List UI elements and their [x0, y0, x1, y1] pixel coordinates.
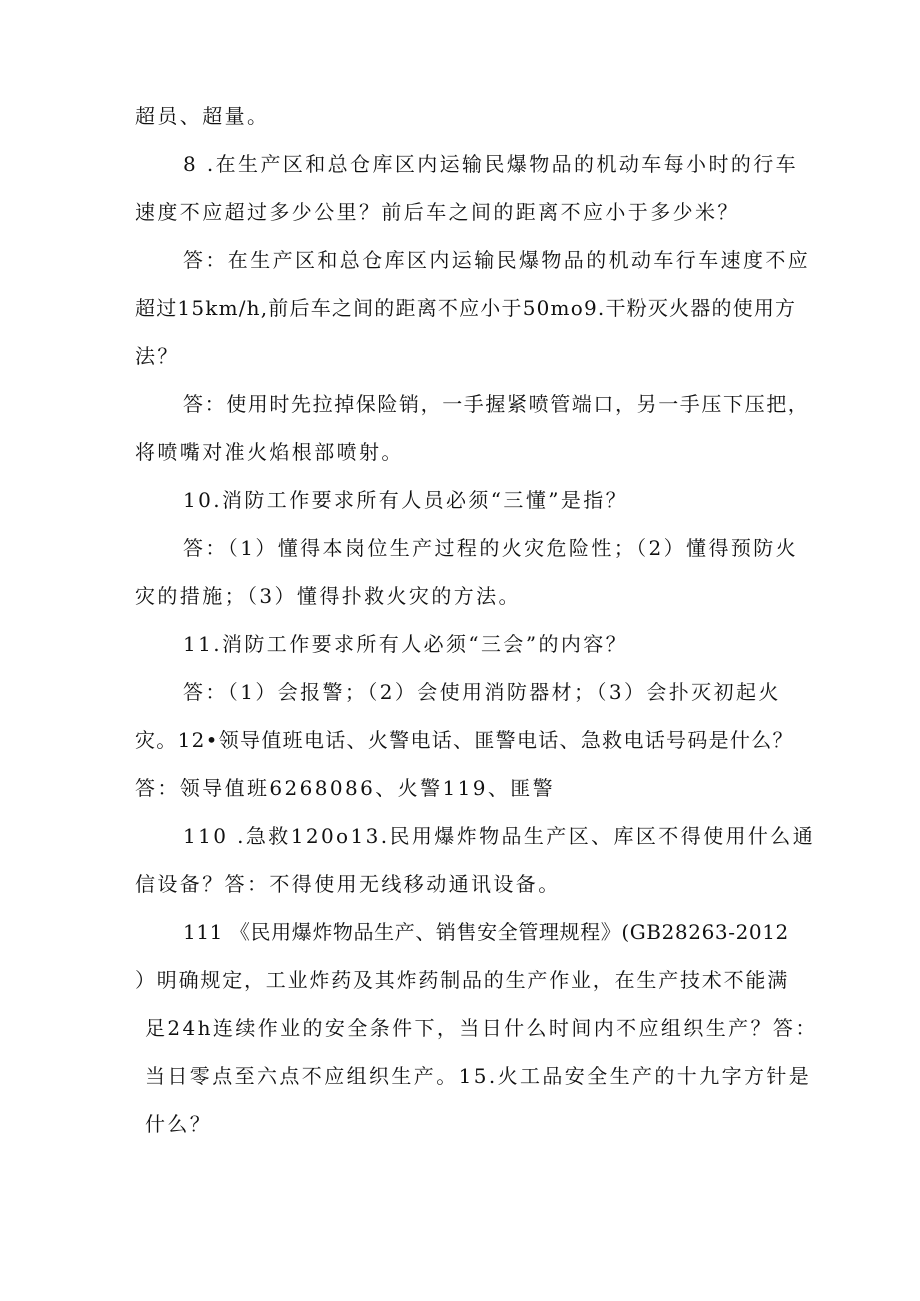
text-line: 将喷嘴对准火焰根部喷射。: [135, 440, 404, 464]
text-line: 信设备？答：不得使用无线移动通讯设备。: [135, 872, 561, 896]
text-line: 当日零点至六点不应组织生产。15.火工品安全生产的十九字方针是: [145, 1064, 812, 1088]
text-line: 法？: [135, 344, 180, 368]
text-line: 超过15km/h,前后车之间的距离不应小于50mo9.干粉灭火器的使用方: [135, 296, 797, 320]
text-line: 超员、超量。: [135, 104, 270, 128]
text-line: 110 .急救120o13.民用爆炸物品生产区、库区不得使用什么通: [183, 824, 816, 848]
text-line: 灾。12•领导值班电话、火警电话、匪警电话、急救电话号码是什么？: [135, 728, 794, 752]
text-line: 答：领导值班6268086、火警119、匪警: [135, 776, 556, 800]
text-line: 答：（1）会报警；（2）会使用消防器材；（3）会扑灭初起火: [183, 680, 781, 704]
text-line: 速度不应超过多少公里？前后车之间的距离不应小于多少米？: [135, 200, 740, 224]
text-line: 答：使用时先拉掉保险销，一手握紧喷管端口，另一手压下压把，: [183, 392, 810, 416]
text-line: 11.消防工作要求所有人必须“三会”的内容？: [183, 632, 629, 656]
text-line: 足24h连续作业的安全条件下，当日什么时间内不应组织生产？答：: [145, 1016, 818, 1040]
text-line: 111 《民用爆炸物品生产、销售安全管理规程》(GB28263-2012: [183, 920, 789, 944]
text-line: 什么？: [145, 1112, 213, 1136]
text-line: ）明确规定，工业炸药及其炸药制品的生产作业，在生产技术不能满: [135, 968, 789, 992]
text-line: 答：在生产区和总仓库区内运输民爆物品的机动车行车速度不应: [183, 248, 811, 272]
text-line: 8 .在生产区和总仓库区内运输民爆物品的机动车每小时的行车: [183, 152, 799, 176]
text-line: 灾的措施；（3）懂得扑救火灾的方法。: [135, 584, 521, 608]
text-line: 答：（1）懂得本岗位生产过程的火灾危险性；（2）懂得预防火: [183, 536, 799, 560]
text-line: 10.消防工作要求所有人员必须“三懂”是指？: [183, 488, 629, 512]
